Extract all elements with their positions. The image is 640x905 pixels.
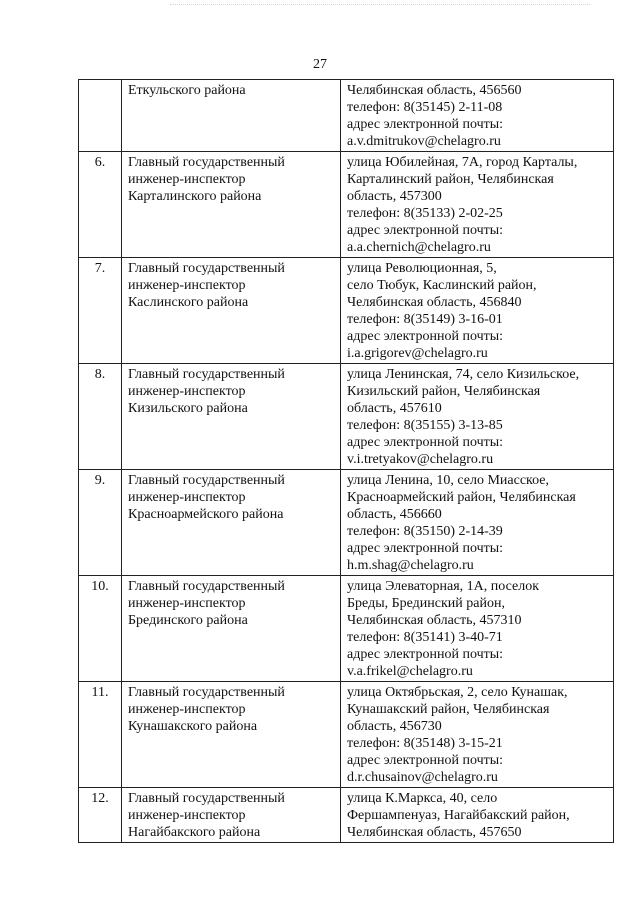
contact-address-cell: [341, 258, 614, 364]
contact-address-line: адрес электронной почты:: [347, 647, 504, 662]
contact-address-line: улица К.Маркса, 40, село: [347, 791, 498, 806]
row-number: 11.: [79, 682, 122, 788]
table-row: [79, 470, 614, 576]
position-title-line: Главный государственный: [128, 579, 285, 594]
contact-address-line: улица Элеваторная, 1А, поселок: [347, 579, 540, 594]
contact-address-line: Кизильский район, Челябинская: [347, 384, 541, 399]
position-title-line: Главный государственный: [128, 155, 285, 170]
scan-noise: [170, 4, 590, 11]
table-row: [79, 258, 614, 364]
contact-address-line: адрес электронной почты:: [347, 117, 504, 132]
contact-address-cell: [341, 80, 614, 152]
contact-address-line: телефон: 8(35145) 2-11-08: [347, 100, 503, 115]
contact-address-line: область, 457610: [347, 401, 442, 416]
contact-address-cell: [341, 152, 614, 258]
contact-address-line: адрес электронной почты:: [347, 541, 504, 556]
position-title-cell: [122, 80, 341, 152]
contact-address-line: область, 456730: [347, 719, 442, 734]
contact-address-line: i.a.grigorev@chelagro.ru: [347, 346, 488, 361]
row-number: 9.: [79, 470, 122, 576]
position-title-line: инженер-инспектор: [128, 490, 246, 505]
position-title-line: инженер-инспектор: [128, 278, 246, 293]
contact-address-line: телефон: 8(35133) 2-02-25: [347, 206, 503, 221]
position-title-line: Нагайбакского района: [128, 825, 261, 840]
contact-address-line: Челябинская область, 457310: [347, 613, 522, 628]
contact-address-line: Карталинский район, Челябинская: [347, 172, 554, 187]
contact-address-line: Красноармейский район, Челябинская: [347, 490, 576, 505]
position-title-line: Каслинского района: [128, 295, 249, 310]
page-number: 27: [313, 57, 327, 72]
position-title-line: Главный государственный: [128, 473, 285, 488]
contact-address-line: Челябинская область, 456560: [347, 83, 522, 98]
contact-address-line: адрес электронной почты:: [347, 435, 504, 450]
contact-address-line: a.a.chernich@chelagro.ru: [347, 240, 491, 255]
contact-address-cell: [341, 682, 614, 788]
contact-address-line: телефон: 8(35150) 2-14-39: [347, 524, 503, 539]
contact-address-line: v.a.frikel@chelagro.ru: [347, 664, 473, 679]
table-row: [79, 576, 614, 682]
contact-address-cell: [341, 788, 614, 843]
contact-address-line: Челябинская область, 456840: [347, 295, 522, 310]
contact-address-line: телефон: 8(35149) 3-16-01: [347, 312, 503, 327]
contact-address-line: улица Ленинская, 74, село Кизильское,: [347, 367, 580, 382]
contact-address-line: область, 456660: [347, 507, 442, 522]
table-row: [79, 364, 614, 470]
position-title-cell: [122, 682, 341, 788]
contact-address-line: телефон: 8(35155) 3-13-85: [347, 418, 503, 433]
contact-address-line: адрес электронной почты:: [347, 223, 504, 238]
position-title-line: Кизильского района: [128, 401, 248, 416]
contact-address-line: h.m.shag@chelagro.ru: [347, 558, 474, 573]
row-number: [79, 80, 122, 152]
position-title-line: Главный государственный: [128, 791, 285, 806]
contact-address-line: улица Революционная, 5,: [347, 261, 497, 276]
position-title-cell: [122, 364, 341, 470]
position-title-line: Кунашакского района: [128, 719, 258, 734]
row-number: 8.: [79, 364, 122, 470]
position-title-line: Красноармейского района: [128, 507, 284, 522]
position-title-cell: [122, 788, 341, 843]
contact-address-line: улица Юбилейная, 7А, город Карталы,: [347, 155, 578, 170]
position-title-line: инженер-инспектор: [128, 808, 246, 823]
contact-address-line: адрес электронной почты:: [347, 753, 504, 768]
contact-address-line: d.r.chusainov@chelagro.ru: [347, 770, 498, 785]
table-row: [79, 80, 614, 152]
row-number: 12.: [79, 788, 122, 843]
position-title-line: Главный государственный: [128, 261, 285, 276]
contact-address-cell: [341, 470, 614, 576]
position-title-cell: [122, 258, 341, 364]
position-title-line: Брединского района: [128, 613, 248, 628]
position-title-cell: [122, 152, 341, 258]
row-number: 6.: [79, 152, 122, 258]
contact-address-line: Кунашакский район, Челябинская: [347, 702, 550, 717]
table-body: [79, 80, 614, 843]
contact-address-line: телефон: 8(35148) 3-15-21: [347, 736, 503, 751]
row-number: 10.: [79, 576, 122, 682]
contact-address-line: улица Октябрьская, 2, село Кунашак,: [347, 685, 568, 700]
contact-address-line: телефон: 8(35141) 3-40-71: [347, 630, 503, 645]
contact-address-line: адрес электронной почты:: [347, 329, 504, 344]
contact-address-line: улица Ленина, 10, село Миасское,: [347, 473, 550, 488]
position-title-line: инженер-инспектор: [128, 596, 246, 611]
position-title-line: Еткульского района: [128, 83, 246, 98]
table-row: [79, 152, 614, 258]
contact-address-line: область, 457300: [347, 189, 442, 204]
row-number: 7.: [79, 258, 122, 364]
inspector-table: [78, 79, 614, 843]
position-title-line: Главный государственный: [128, 367, 285, 382]
position-title-line: инженер-инспектор: [128, 702, 246, 717]
position-title-line: инженер-инспектор: [128, 384, 246, 399]
table-row: [79, 682, 614, 788]
contact-address-line: Челябинская область, 457650: [347, 825, 522, 840]
contact-address-cell: [341, 364, 614, 470]
contact-address-line: a.v.dmitrukov@chelagro.ru: [347, 134, 501, 149]
position-title-cell: [122, 470, 341, 576]
contact-address-line: Бреды, Брединский район,: [347, 596, 505, 611]
position-title-line: Главный государственный: [128, 685, 285, 700]
contact-address-line: село Тюбук, Каслинский район,: [347, 278, 537, 293]
contact-address-line: Фершампенуаз, Нагайбакский район,: [347, 808, 570, 823]
table-row: [79, 788, 614, 843]
position-title-line: инженер-инспектор: [128, 172, 246, 187]
contact-address-cell: [341, 576, 614, 682]
contact-address-line: v.i.tretyakov@chelagro.ru: [347, 452, 494, 467]
position-title-cell: [122, 576, 341, 682]
position-title-line: Карталинского района: [128, 189, 262, 204]
